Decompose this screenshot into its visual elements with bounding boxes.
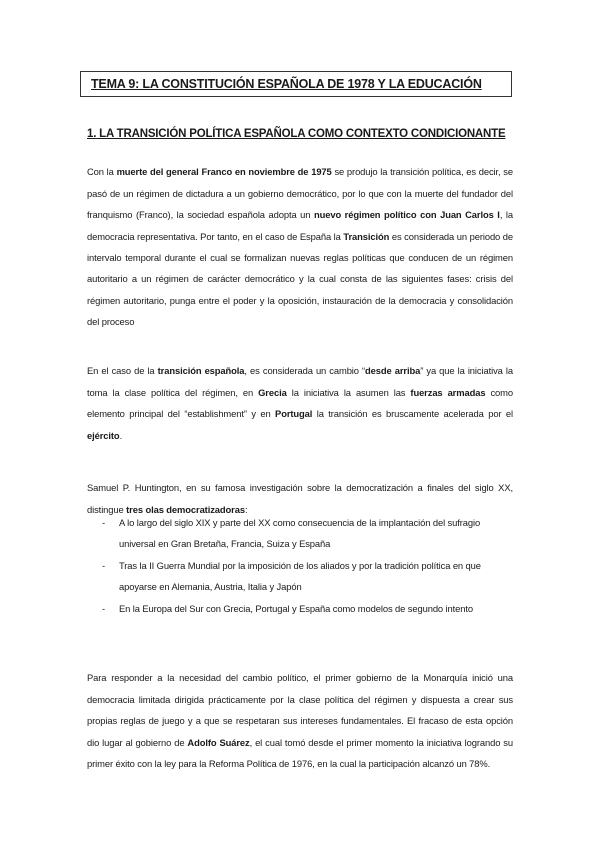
document-title: TEMA 9: LA CONSTITUCIÓN ESPAÑOLA DE 1978 Y LA EDUCACIÓN bbox=[91, 77, 482, 91]
title-box bbox=[80, 71, 512, 97]
list-item: - Tras la II Guerra Mundial por la imposición de los aliados y por la tradición política en que apoyarse en Alemania, Austria, Italia y Japón bbox=[102, 559, 481, 593]
paragraph-comparison: En el caso de la transición española, es considerada un cambio “desde arriba” ya que la iniciativa la toma la clase política del régimen, en Grecia la iniciativa la asumen las fuerzas armadas como elemento principal del “establishment” y en Portugal la transición es bruscamente acelerada por el ejército. bbox=[87, 365, 514, 441]
list-item: - En la Europa del Sur con Grecia, Portugal y España como modelos de segundo intento bbox=[102, 602, 474, 614]
waves-list bbox=[87, 512, 513, 619]
paragraph-transition: Con la muerte del general Franco en noviembre de 1975 se produjo la transición política, es decir, se pasó de un régimen de dictadura a un gobierno democrático, por lo que con la muerte del fundador del franquismo (Franco), la sociedad española adopta un nuevo régimen político con Juan Carlos I, la democracia representativa. Por tanto, en el caso de España la Transición es considerada un periodo de intervalo temporal durante el cual se formalizan nuevas reglas políticas que conducen de un régimen autoritario a un régimen de carácter democrático y la cual consta de las siguientes fases: crisis del régimen autoritario, punga entre el poder y la oposición, instauración de la democracia y consolidación del proceso bbox=[87, 166, 514, 328]
section-heading: 1. LA TRANSICIÓN POLÍTICA ESPAÑOLA COMO CONTEXTO CONDICIONANTE bbox=[87, 128, 506, 140]
paragraph-huntington: Samuel P. Huntington, en su famosa investigación sobre la democratización a finales del siglo XX, distingue tres olas democratizadoras: bbox=[87, 482, 513, 515]
list-item: - A lo largo del siglo XIX y parte del XX como consecuencia de la implantación del sufragio universal en Gran Bretaña, Francia, Suiza y España bbox=[102, 517, 481, 550]
paragraph-monarchy: Para responder a la necesidad del cambio político, el primer gobierno de la Monarquía inició una democracia limitada dirigida prácticamente por la clase política del régimen y dispuesta a crear sus propias reglas de juego y a que se respetaran sus intereses fundamentales. El fracaso de esta opción dio lugar al gobierno de Adolfo Suárez, el cual tomó desde el primer momento la iniciativa logrando su primer éxito con la ley para la Reforma Política de 1976, en la cual la participación alcanzó un 78%. bbox=[87, 672, 513, 770]
